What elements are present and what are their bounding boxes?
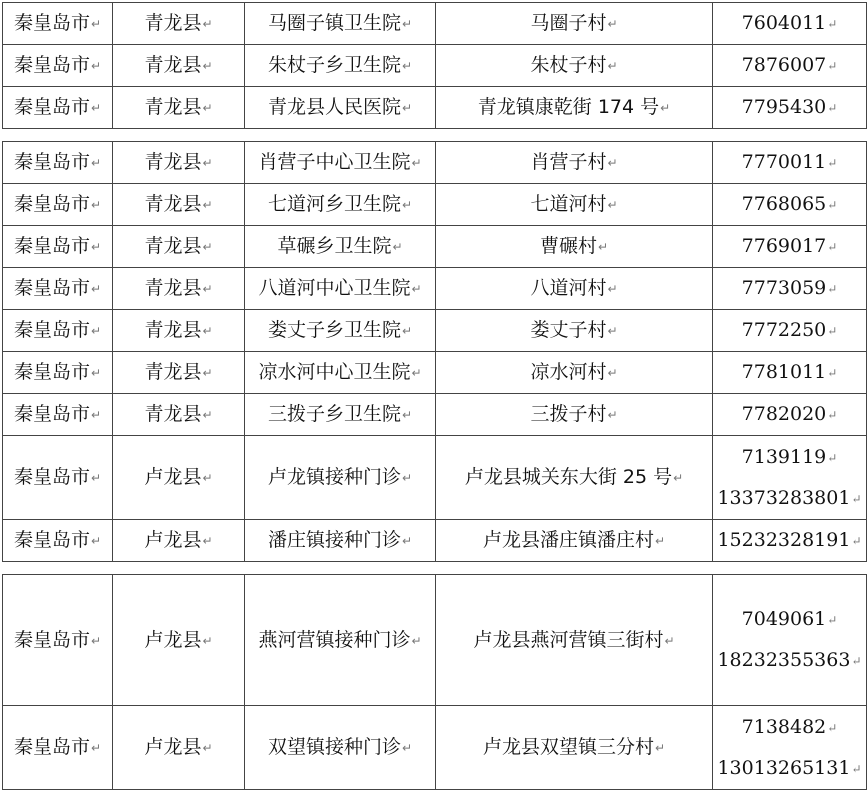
address-cell: 朱杖子村↵: [436, 45, 713, 87]
city-cell: 秦皇岛市↵: [3, 520, 113, 562]
table-block-3: [2, 574, 867, 790]
county-cell: 青龙县↵: [113, 45, 245, 87]
county-cell: 卢龙县↵: [113, 436, 245, 520]
paragraph-mark: ↵: [851, 534, 862, 548]
county-cell: 青龙县↵: [113, 87, 245, 129]
paragraph-mark: ↵: [392, 240, 403, 254]
city-cell: 秦皇岛市↵: [3, 184, 113, 226]
table-row: [3, 226, 867, 268]
paragraph-mark: ↵: [90, 633, 102, 648]
phone-cell: 7769017↵: [713, 226, 867, 268]
paragraph-mark: ↵: [827, 408, 838, 422]
county-cell: 青龙县↵: [113, 352, 245, 394]
table-row: [3, 184, 867, 226]
address-cell: 八道河村↵: [436, 268, 713, 310]
paragraph-mark: ↵: [401, 471, 413, 485]
county-cell: 青龙县↵: [113, 142, 245, 184]
table-row: [3, 352, 867, 394]
paragraph-mark: ↵: [607, 366, 618, 380]
city-cell: 秦皇岛市↵: [3, 575, 113, 706]
city-cell: 秦皇岛市↵: [3, 142, 113, 184]
paragraph-mark: ↵: [827, 17, 838, 31]
facility-cell: 八道河中心卫生院↵: [245, 268, 436, 310]
county-cell: 卢龙县↵: [113, 706, 245, 790]
paragraph-mark: ↵: [202, 282, 213, 296]
paragraph-mark: ↵: [401, 198, 413, 212]
facility-cell: 草碾乡卫生院↵: [245, 226, 436, 268]
paragraph-mark: ↵: [401, 17, 413, 31]
paragraph-mark: ↵: [90, 408, 102, 422]
facility-cell: 潘庄镇接种门诊↵: [245, 520, 436, 562]
phone-line: 18232355363↵: [717, 649, 862, 671]
table-row: [3, 3, 867, 45]
paragraph-mark: ↵: [607, 17, 618, 31]
city-cell: 秦皇岛市↵: [3, 394, 113, 436]
paragraph-mark: ↵: [401, 101, 413, 115]
paragraph-mark: ↵: [827, 613, 838, 627]
county-cell: 青龙县↵: [113, 268, 245, 310]
paragraph-mark: ↵: [851, 761, 862, 776]
phone-cell: [713, 575, 867, 706]
table-row: [3, 268, 867, 310]
paragraph-mark: ↵: [202, 156, 213, 170]
address-cell: 七道河村↵: [436, 184, 713, 226]
paragraph-mark: ↵: [202, 198, 213, 212]
paragraph-mark: ↵: [202, 534, 213, 548]
address-cell: 卢龙县双望镇三分村↵: [436, 706, 713, 790]
phone-cell: 7768065↵: [713, 184, 867, 226]
facility-cell: 凉水河中心卫生院↵: [245, 352, 436, 394]
paragraph-mark: ↵: [607, 198, 618, 212]
county-cell: 青龙县↵: [113, 310, 245, 352]
paragraph-mark: ↵: [607, 408, 618, 422]
facility-cell: 卢龙镇接种门诊↵: [245, 436, 436, 520]
paragraph-mark: ↵: [202, 633, 213, 648]
table-row: [3, 45, 867, 87]
paragraph-mark: ↵: [202, 101, 213, 115]
city-cell: 秦皇岛市↵: [3, 45, 113, 87]
paragraph-mark: ↵: [664, 633, 675, 648]
facility-cell: 青龙县人民医院↵: [245, 87, 436, 129]
phone-cell: 7772250↵: [713, 310, 867, 352]
facility-cell: 肖营子中心卫生院↵: [245, 142, 436, 184]
paragraph-mark: ↵: [401, 408, 413, 422]
city-cell: 秦皇岛市↵: [3, 352, 113, 394]
paragraph-mark: ↵: [202, 17, 213, 31]
phone-cell: [713, 436, 867, 520]
address-cell: 曹碾村↵: [436, 226, 713, 268]
table-block-2: [2, 141, 867, 562]
paragraph-mark: ↵: [90, 324, 102, 338]
phone-cell: 7781011↵: [713, 352, 867, 394]
paragraph-mark: ↵: [202, 366, 213, 380]
county-cell: 青龙县↵: [113, 3, 245, 45]
phone-cell: 7604011↵: [713, 3, 867, 45]
paragraph-mark: ↵: [90, 471, 102, 485]
phone-cell: 15232328191↵: [713, 520, 867, 562]
paragraph-mark: ↵: [654, 741, 666, 755]
city-cell: 秦皇岛市↵: [3, 436, 113, 520]
table-row: [3, 310, 867, 352]
county-cell: 青龙县↵: [113, 394, 245, 436]
address-cell: 肖营子村↵: [436, 142, 713, 184]
paragraph-mark: ↵: [827, 156, 838, 170]
phone-line: 13373283801↵: [717, 486, 862, 509]
paragraph-mark: ↵: [202, 741, 213, 755]
paragraph-mark: ↵: [827, 240, 838, 254]
paragraph-mark: ↵: [851, 654, 862, 668]
paragraph-mark: ↵: [607, 324, 618, 338]
table-row: [3, 142, 867, 184]
phone-cell: 7770011↵: [713, 142, 867, 184]
phone-cell: [713, 706, 867, 790]
paragraph-mark: ↵: [607, 156, 618, 170]
county-cell: 卢龙县↵: [113, 575, 245, 706]
paragraph-mark: ↵: [607, 282, 618, 296]
address-cell: 凉水河村↵: [436, 352, 713, 394]
paragraph-mark: ↵: [90, 741, 102, 755]
facility-cell: 朱杖子乡卫生院↵: [245, 45, 436, 87]
facility-cell: 双望镇接种门诊↵: [245, 706, 436, 790]
facility-cell: 七道河乡卫生院↵: [245, 184, 436, 226]
table-row: [3, 520, 867, 562]
paragraph-mark: ↵: [202, 471, 213, 485]
phone-line: 7049061↵: [741, 608, 838, 630]
paragraph-mark: ↵: [654, 534, 666, 548]
paragraph-mark: ↵: [827, 198, 838, 212]
phone-cell: 7795430↵: [713, 87, 867, 129]
address-cell: 马圈子村↵: [436, 3, 713, 45]
paragraph-mark: ↵: [401, 59, 413, 73]
paragraph-mark: ↵: [90, 366, 102, 380]
paragraph-mark: ↵: [851, 491, 862, 506]
address-cell: 青龙镇康乾街 174 号↵: [436, 87, 713, 129]
paragraph-mark: ↵: [411, 633, 422, 648]
paragraph-mark: ↵: [90, 240, 102, 254]
paragraph-mark: ↵: [401, 324, 413, 338]
phone-line: 7138482↵: [741, 715, 838, 738]
address-cell: 娄丈子村↵: [436, 310, 713, 352]
paragraph-mark: ↵: [827, 720, 838, 735]
table-row: [3, 706, 867, 790]
paragraph-mark: ↵: [827, 366, 838, 380]
phone-line: 7139119↵: [741, 445, 838, 468]
paragraph-mark: ↵: [90, 17, 102, 31]
paragraph-mark: ↵: [202, 59, 213, 73]
city-cell: 秦皇岛市↵: [3, 226, 113, 268]
paragraph-mark: ↵: [401, 741, 413, 755]
paragraph-mark: ↵: [90, 156, 102, 170]
address-cell: 卢龙县城关东大街 25 号↵: [436, 436, 713, 520]
paragraph-mark: ↵: [607, 59, 618, 73]
address-cell: 三拨子村↵: [436, 394, 713, 436]
paragraph-mark: ↵: [202, 408, 213, 422]
paragraph-mark: ↵: [827, 450, 838, 465]
paragraph-mark: ↵: [90, 59, 102, 73]
facility-cell: 燕河营镇接种门诊↵: [245, 575, 436, 706]
facility-cell: 娄丈子乡卫生院↵: [245, 310, 436, 352]
county-cell: 青龙县↵: [113, 184, 245, 226]
phone-cell: 7782020↵: [713, 394, 867, 436]
city-cell: 秦皇岛市↵: [3, 706, 113, 790]
paragraph-mark: ↵: [202, 324, 213, 338]
city-cell: 秦皇岛市↵: [3, 310, 113, 352]
paragraph-mark: ↵: [673, 471, 684, 485]
phone-cell: 7773059↵: [713, 268, 867, 310]
table-row: [3, 87, 867, 129]
facility-cell: 三拨子乡卫生院↵: [245, 394, 436, 436]
county-cell: 卢龙县↵: [113, 520, 245, 562]
phone-cell: 7876007↵: [713, 45, 867, 87]
phone-line: 13013265131↵: [717, 756, 862, 779]
paragraph-mark: ↵: [827, 324, 838, 338]
city-cell: 秦皇岛市↵: [3, 3, 113, 45]
table-row: [3, 575, 867, 706]
paragraph-mark: ↵: [90, 198, 102, 212]
paragraph-mark: ↵: [411, 282, 422, 296]
paragraph-mark: ↵: [411, 156, 422, 170]
table-row: [3, 436, 867, 520]
table-row: [3, 394, 867, 436]
paragraph-mark: ↵: [597, 240, 609, 254]
facility-cell: 马圈子镇卫生院↵: [245, 3, 436, 45]
city-cell: 秦皇岛市↵: [3, 87, 113, 129]
paragraph-mark: ↵: [411, 366, 422, 380]
paragraph-mark: ↵: [90, 534, 102, 548]
paragraph-mark: ↵: [827, 282, 838, 296]
paragraph-mark: ↵: [90, 282, 102, 296]
table-block-1: [2, 2, 867, 129]
paragraph-mark: ↵: [660, 101, 671, 115]
paragraph-mark: ↵: [827, 101, 838, 115]
address-cell: 卢龙县燕河营镇三街村↵: [436, 575, 713, 706]
paragraph-mark: ↵: [90, 101, 102, 115]
paragraph-mark: ↵: [202, 240, 213, 254]
city-cell: 秦皇岛市↵: [3, 268, 113, 310]
paragraph-mark: ↵: [827, 59, 838, 73]
county-cell: 青龙县↵: [113, 226, 245, 268]
paragraph-mark: ↵: [401, 534, 413, 548]
address-cell: 卢龙县潘庄镇潘庄村↵: [436, 520, 713, 562]
